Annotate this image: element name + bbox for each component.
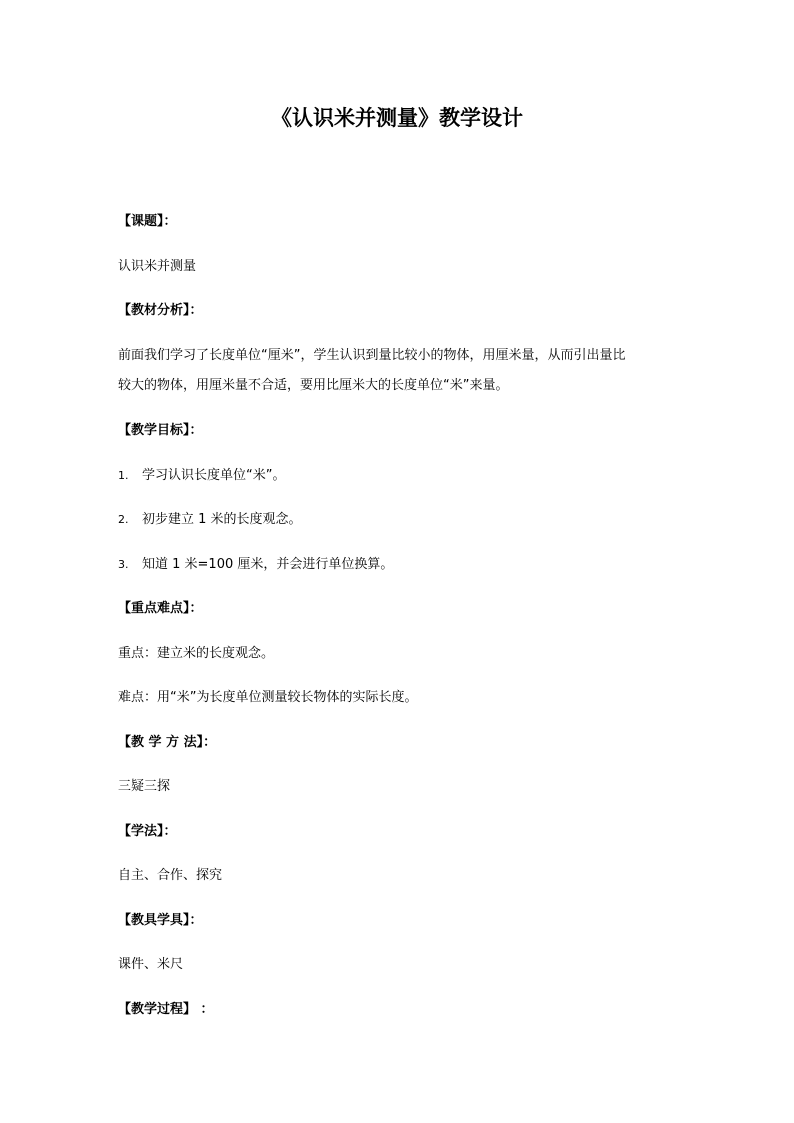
method-heading: 【教 学 方 法】： — [118, 735, 217, 750]
topic-text: 认识米并测量 — [118, 259, 197, 274]
goal-item-number: 3. — [118, 558, 129, 571]
difficulty-text: 难点：用“米”为长度单位测量较长物体的实际长度。 — [118, 690, 418, 705]
key-points-heading: 【重点难点】： — [118, 601, 203, 616]
study-text: 自主、合作、探究 — [118, 868, 223, 883]
study-heading: 【学法】： — [118, 824, 177, 839]
document-title: 《认识米并测量》教学设计 — [271, 106, 523, 130]
tools-text: 课件、米尺 — [118, 957, 184, 972]
analysis-text-line-1: 前面我们学习了长度单位“厘米”，学生认识到量比较小的物体，用厘米量，从而引出量比 — [118, 348, 626, 363]
method-text: 三疑三探 — [118, 779, 171, 794]
topic-heading: 【课题】： — [118, 214, 177, 229]
goal-item-text: 知道 1 米=100 厘米，并会进行单位换算。 — [142, 557, 394, 572]
analysis-text-line-2: 较大的物体，用厘米量不合适，要用比厘米大的长度单位“米”来量。 — [118, 378, 509, 393]
analysis-heading: 【教材分析】： — [118, 303, 203, 318]
goal-item-1 — [118, 466, 285, 486]
goal-item-number: 1. — [118, 469, 129, 482]
goal-item-number: 2. — [118, 513, 129, 526]
tools-heading: 【教具学具】： — [118, 913, 203, 928]
goal-item-text: 学习认识长度单位“米”。 — [142, 468, 286, 483]
goals-heading: 【教学目标】： — [118, 423, 203, 438]
goal-item-text: 初步建立 1 米的长度观念。 — [142, 512, 302, 527]
process-heading: 【教学过程】 ： — [118, 1002, 214, 1017]
key-point-text: 重点：建立米的长度观念。 — [118, 646, 275, 661]
goal-item-2 — [118, 510, 302, 530]
goal-item-3 — [118, 555, 393, 575]
